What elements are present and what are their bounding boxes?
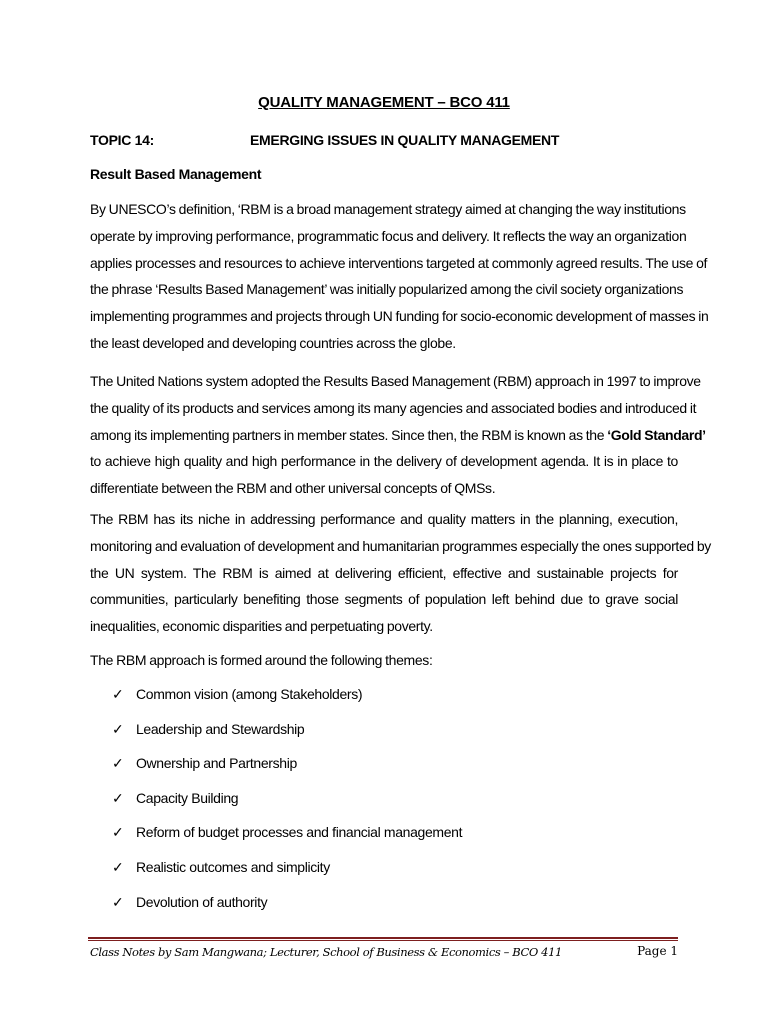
- footer-note: Class Notes by Sam Mangwana; Lecturer, School of Business & Economics – BCO 411: [90, 945, 562, 959]
- paragraph-line: communities, particularly benefiting those segments of population left behind due to grave social: [90, 591, 678, 608]
- list-item: [112, 785, 462, 820]
- paragraph-line: The United Nations system adopted the Results Based Management (RBM) approach in 1997 to improve: [90, 373, 701, 389]
- theme-label: Common vision (among Stakeholders): [136, 686, 363, 702]
- paragraph-rbm-niche: [90, 506, 711, 640]
- theme-label: Reform of budget processes and financial management: [136, 824, 463, 841]
- footer-divider: [88, 937, 678, 939]
- theme-label: Realistic outcomes and simplicity: [136, 858, 330, 875]
- paragraph-line: [90, 422, 706, 449]
- document-title: QUALITY MANAGEMENT – BCO 411: [258, 94, 510, 111]
- section-heading: Result Based Management: [90, 166, 262, 182]
- topic-label: TOPIC 14:: [90, 132, 154, 148]
- checkmark-icon: ✓: [112, 720, 124, 737]
- theme-label: Devolution of authority: [136, 893, 268, 910]
- checkmark-icon: ✓: [112, 893, 124, 910]
- paragraph-line: By UNESCO’s definition, ‘RBM is a broad management strategy aimed at changing the way institutions: [90, 201, 686, 217]
- list-item: [112, 819, 462, 854]
- paragraph-line: differentiate between the RBM and other universal concepts of QMSs.: [90, 480, 496, 497]
- paragraph-line: inequalities, economic disparities and perpetuating poverty.: [90, 618, 433, 635]
- paragraph-themes-intro: [90, 647, 678, 674]
- paragraph-line: the quality of its products and services among its many agencies and associated bodies and introduced it: [90, 399, 697, 416]
- checkmark-icon: ✓: [112, 755, 124, 772]
- paragraph-line: operate by improving performance, programmatic focus and delivery. It reflects the way an organization: [90, 227, 687, 244]
- list-item: [112, 750, 462, 785]
- topic-title: EMERGING ISSUES IN QUALITY MANAGEMENT: [250, 132, 560, 148]
- footer-divider: [88, 940, 678, 941]
- checkmark-icon: ✓: [112, 824, 124, 841]
- paragraph-unesco-definition: [90, 196, 709, 357]
- themes-list: [112, 681, 462, 923]
- list-item: [112, 889, 462, 924]
- theme-label: Leadership and Stewardship: [136, 720, 305, 737]
- paragraph-text: among its implementing partners in member states. Since then, the RBM is known as the: [90, 426, 608, 443]
- checkmark-icon: ✓: [112, 686, 124, 702]
- paragraph-line: implementing programmes and projects through UN funding for socio-economic development of masses in: [90, 308, 709, 325]
- paragraph-line: The RBM has its niche in addressing performance and quality matters in the planning, execution,: [90, 511, 678, 527]
- paragraph-un-adoption: [90, 368, 706, 502]
- paragraph-line: monitoring and evaluation of development and humanitarian programmes especially the ones supported by: [90, 537, 711, 554]
- checkmark-icon: ✓: [112, 858, 124, 875]
- topic-row: [90, 132, 559, 148]
- theme-label: Capacity Building: [136, 789, 239, 806]
- checkmark-icon: ✓: [112, 789, 124, 806]
- list-item: [112, 681, 462, 716]
- page-number: Page 1: [637, 944, 678, 958]
- gold-standard-emphasis: ‘Gold Standard’: [607, 426, 706, 443]
- list-item: [112, 854, 462, 889]
- theme-label: Ownership and Partnership: [136, 755, 297, 772]
- list-item: [112, 716, 462, 751]
- paragraph-line: to achieve high quality and high performance in the delivery of development agenda. It is in place to: [90, 453, 678, 470]
- paragraph-line: the phrase ‘Results Based Management’ was initially popularized among the civil society organizations: [90, 281, 684, 298]
- paragraph-line: The RBM approach is formed around the following themes:: [90, 652, 433, 668]
- paragraph-line: applies processes and resources to achieve interventions targeted at commonly agreed results. The use of: [90, 254, 708, 271]
- paragraph-line: the least developed and developing countries across the globe.: [90, 334, 456, 351]
- paragraph-line: the UN system. The RBM is aimed at delivering efficient, effective and sustainable projects for: [90, 564, 678, 581]
